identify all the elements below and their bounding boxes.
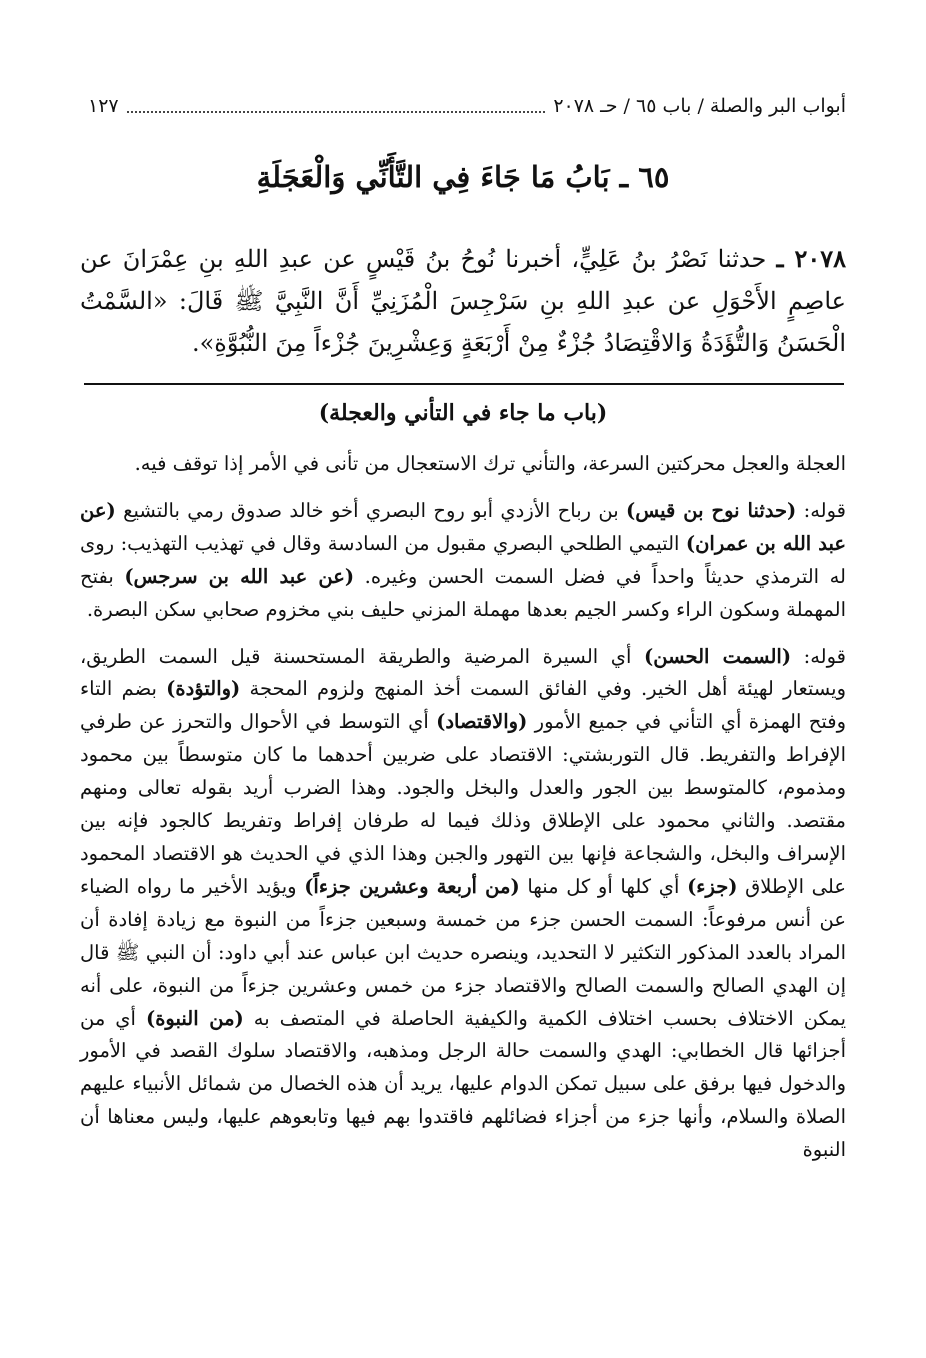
commentary-text: قوله: xyxy=(796,498,846,522)
commentary-bold-term: (جزء) xyxy=(687,874,738,898)
commentary-title: (باب ما جاء في التأني والعجلة) xyxy=(318,400,608,426)
commentary-bold-term: (من أربعة وعشرين جزءاً) xyxy=(304,874,520,898)
section-divider xyxy=(84,383,844,385)
commentary-text: بضم التاء وفتح الهمزة أي التأني في جميع الأمور xyxy=(80,677,846,734)
commentary-bold-term: (عن عبد الله بن عمران) xyxy=(80,498,846,555)
commentary-text: أي من أجزائها قال الخطابي: الهدي والسمت حالة الرجل ومذهبه، والاقتصاد سلوك القصد في الأمور والدخول فيها برفق على سبيل تمكن الدوام عليها، يريد أن هذه الخصال من شمائل الأنبياء عليهم الصلاة والسلام، وأنها جزء من أجزاء فضائلهم فاقتدوا بهم فيها وتابعوهم عليها، وليس معناها أن النبوة xyxy=(80,1006,846,1162)
commentary-text: قوله: xyxy=(791,644,846,668)
header-dotted-leader xyxy=(127,99,546,113)
commentary-bold-term: (حدثنا نوح بن قيس) xyxy=(626,498,797,522)
commentary-bold-term: (السمت الحسن) xyxy=(644,644,792,668)
commentary-text: التيمي الطلحي البصري مقبول من السادسة وقال في تهذيب التهذيب: روى له الترمذي حديثاً واحداً في فضل السمت الحسن وغيره. xyxy=(80,531,847,588)
chapter-title: ٦٥ ـ بَابُ مَا جَاءَ فِي التَّأَنِّي وَالْعَجَلَةِ xyxy=(256,160,670,194)
header-title: أبواب البر والصلة / باب ٦٥ / حـ ٢٠٧٨ xyxy=(553,95,846,117)
commentary-text: أي السيرة المرضية والطريقة المستحسنة قيل السمت الطريق، ويستعار لهيئة أهل الخير. وفي الفائق السمت أخذ المنهج ولزوم المحجة xyxy=(80,644,846,701)
hadith-number: ٢٠٧٨ ـ xyxy=(776,244,846,273)
commentary-text: أي التوسط في الأحوال والتحرز عن طرفي الإفراط والتفريط. قال التوربشتي: الاقتصاد على ضربين أحدهما ما كان متوسطاً بين محمود ومذموم، كالمتوسط بين الجور والعدل والبخل والجود. وهذا الضرب أريد بقوله تعالى ومنهم مقتصد. والثاني محمود على الإطلاق وذلك فيما له طرفان إفراط وتفريط كالجود فإنه بين الإسراف والبخل، والشجاعة فإنها بين التهور والجبن وهذا الذي في الحديث هو الاقتصاد المحمود على الإطلاق xyxy=(80,710,846,898)
commentary-bold-term: (عن عبد الله بن سرجس) xyxy=(124,564,355,588)
commentary-text: بن رباح الأزدي أبو روح البصري أخو خالد صدوق رمي بالتشيع xyxy=(115,498,627,522)
commentary-paragraph xyxy=(80,495,846,627)
commentary-paragraph xyxy=(80,641,846,1168)
commentary-text: بفتح المهملة وسكون الراء وكسر الجيم بعدها مهملة المزني حليف بني مخزوم صحابي سكن البصرة. xyxy=(80,564,846,621)
hadith-text-block xyxy=(80,238,846,364)
commentary-body xyxy=(80,448,846,1181)
hadith-text: حدثنا نَصْرُ بنُ عَلِيٍّ، أخبرنا نُوحُ بنُ قَيْسٍ عن عبدِ اللهِ بنِ عِمْرَانَ عن عاصِمٍ الأَحْوَلِ عن عبدِ اللهِ بنِ سَرْجِسَ الْمُزَنِيِّ أَنَّ النَّبِيَّ ﷺ قَالَ: «السَّمْتُ الْحَسَنُ وَالتُّؤَدَةُ وَالاقْتِصَادُ جُزْءٌ مِنْ أَرْبَعَةٍ وَعِشْرِينَ جُزْءاً مِنَ النُّبُوَّةِ». xyxy=(80,245,846,357)
commentary-bold-term: (والاقتصاد) xyxy=(436,710,528,734)
running-header xyxy=(88,92,846,120)
page-number: ١٢٧ xyxy=(88,95,119,117)
commentary-bold-term: (والتؤدة) xyxy=(166,677,241,701)
commentary-text: العجلة والعجل محركتين السرعة، والتأني ترك الاستعجال من تأنى في الأمر إذا توقف فيه. xyxy=(134,452,846,475)
commentary-text: أي كلها أو كل منها xyxy=(519,874,688,898)
commentary-paragraph xyxy=(80,448,846,481)
commentary-text: ويؤيد الأخير ما رواه الضياء عن أنس مرفوعاً: السمت الحسن جزء من خمسة وسبعين جزءاً من النبوة مع زيادة إفادة أن المراد بالعدد المذكور التكثير لا التحديد، وينصره حديث ابن عباس عند أبي داود: أن النبي ﷺ قال إن الهدي الصالح والسمت الصالح والاقتصاد جزء من خمس وعشرين جزءاً من النبوة، على أنه يمكن الاختلاف بحسب اختلاف الكمية والكيفية الحاصلة في المتصف به xyxy=(80,874,847,1030)
commentary-bold-term: (من النبوة) xyxy=(145,1006,244,1030)
